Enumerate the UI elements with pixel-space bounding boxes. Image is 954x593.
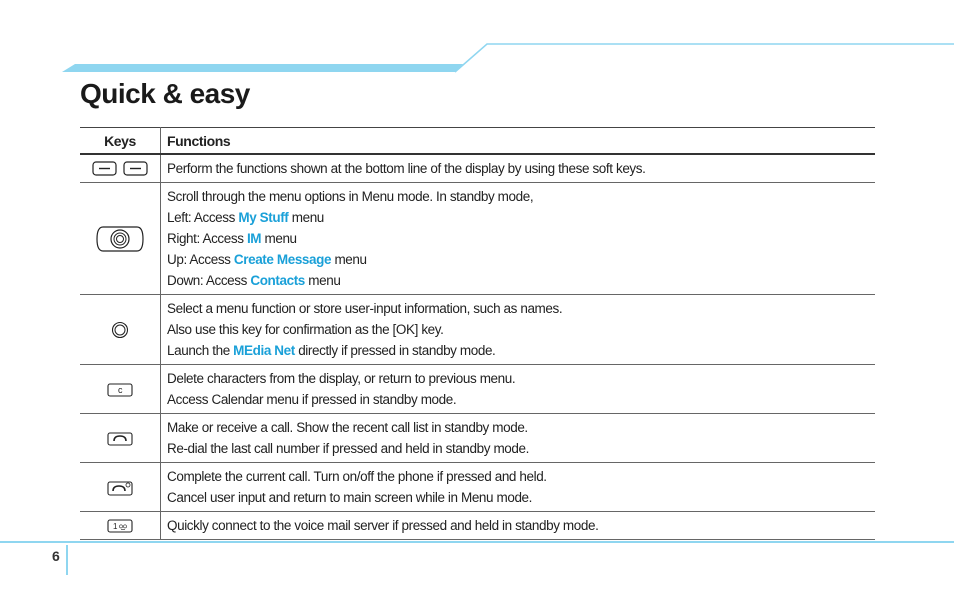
page-number: 6 [52,548,60,564]
function-cell [161,154,876,183]
key-cell [80,463,161,512]
end-key-icon [107,480,133,496]
im-link: IM [246,231,262,246]
clear-key-label: c [117,384,123,395]
function-cell [161,414,876,463]
function-line: Up: Access Create Message menu [167,252,367,267]
header-banner [0,0,954,80]
table-row [80,463,875,512]
my-stuff-link: My Stuff [238,210,289,225]
key-cell [80,365,161,414]
media-net-link: MEdia Net [233,343,295,358]
key-cell [80,295,161,365]
function-cell [161,295,876,365]
page-title: Quick & easy [80,78,250,109]
header-banner-line [455,44,954,72]
header-banner-band [62,64,463,72]
footer-rule [0,541,954,543]
voicemail-key-label: 1 [112,522,118,532]
navigation-key-icon [95,225,145,253]
function-line: Access Calendar menu if pressed in standby mode. [167,392,457,407]
table-row [80,295,875,365]
create-message-link: Create Message [233,252,332,267]
function-line: Make or receive a call. Show the recent call list in standby mode. [167,420,528,435]
table-row [80,183,875,295]
function-line: Re-dial the last call number if pressed and held in standby mode. [167,441,529,456]
function-line: Also use this key for confirmation as the [OK] key. [167,322,444,337]
table-row [80,154,875,183]
key-cell [80,183,161,295]
voicemail-glyph [119,525,126,530]
function-line: Left: Access My Stuff menu [167,210,324,225]
function-line: Delete characters from the display, or return to previous menu. [167,371,516,386]
send-key-icon [107,432,133,446]
function-line: Cancel user input and return to main screen while in Menu mode. [167,490,533,505]
clear-key-icon [107,383,133,397]
ok-key-icon [111,321,129,339]
function-line: Complete the current call. Turn on/off the phone if pressed and held. [167,469,547,484]
function-line: Quickly connect to the voice mail server if pressed and held in standby mode. [167,518,599,533]
page-number-divider [66,545,68,575]
table-row [80,365,875,414]
function-cell [161,365,876,414]
table-header-row [80,128,875,155]
function-cell [161,183,876,295]
key-cell [80,154,161,183]
table-row [80,414,875,463]
contacts-link: Contacts [250,273,305,288]
soft-keys-icon [92,161,148,177]
keys-column-header: Keys [80,128,161,155]
function-line: Select a menu function or store user-input information, such as names. [167,301,563,316]
keys-table [80,127,875,540]
function-line: Right: Access IM menu [167,231,297,246]
table-row [80,512,875,540]
function-line: Down: Access Contacts menu [167,273,341,288]
function-line: Launch the MEdia Net directly if pressed in standby mode. [167,343,496,358]
function-line: Perform the functions shown at the bottom line of the display by using these soft keys. [167,161,646,176]
key-cell [80,414,161,463]
voicemail-key-icon [107,519,133,533]
function-cell [161,512,876,540]
functions-column-header: Functions [167,132,231,149]
key-cell [80,512,161,540]
function-line: Scroll through the menu options in Menu mode. In standby mode, [167,189,534,204]
function-cell [161,463,876,512]
